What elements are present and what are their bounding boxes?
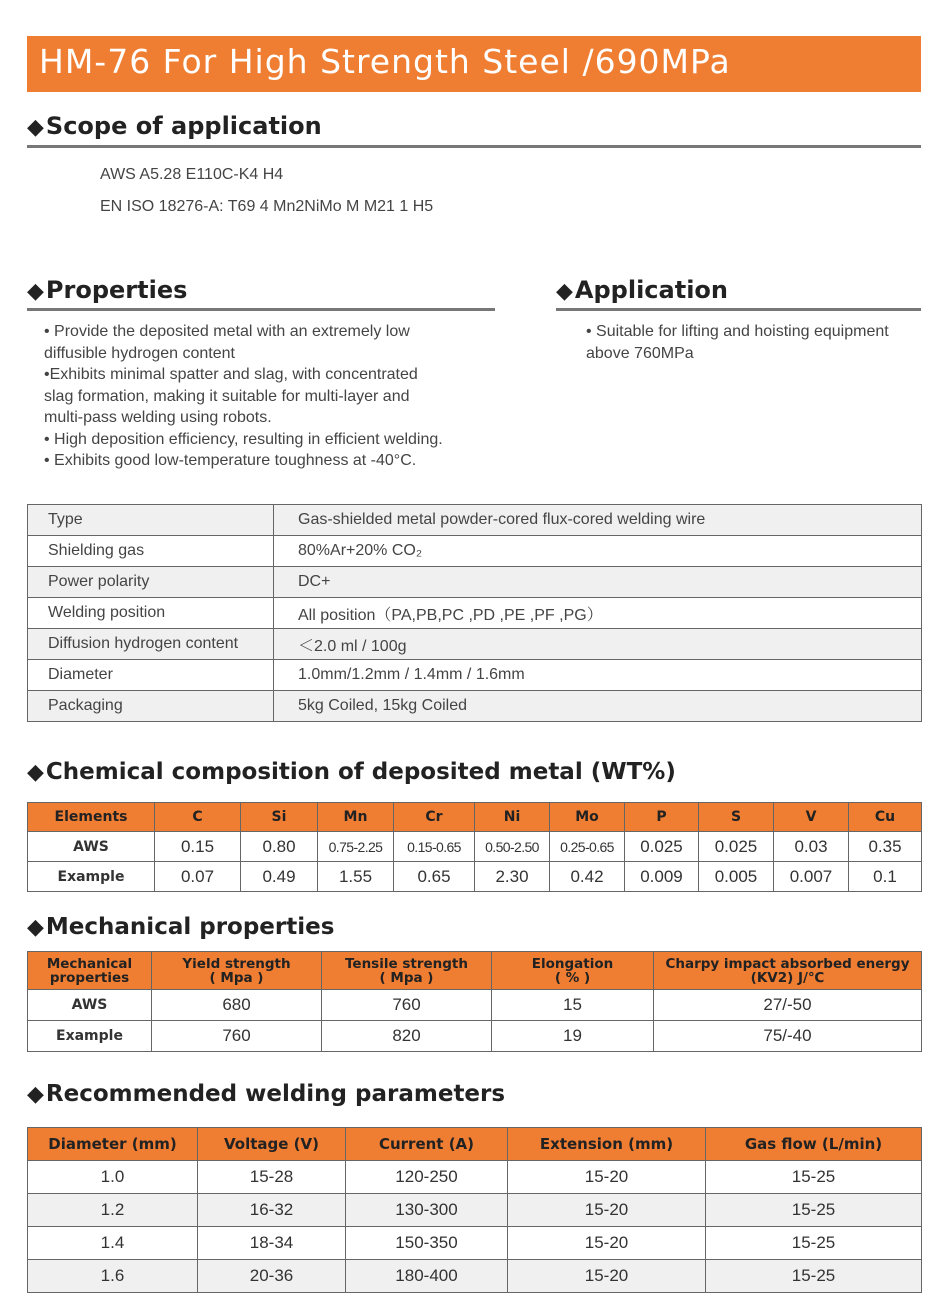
table-row — [28, 1021, 922, 1052]
column-header: V — [774, 803, 849, 832]
mechanical-table — [27, 951, 922, 1052]
table-row — [28, 691, 922, 722]
table-cell: 820 — [322, 1021, 492, 1052]
scope-line: EN ISO 18276-A: T69 4 Mn2NiMo M M21 1 H5 — [100, 198, 434, 215]
column-header — [152, 952, 322, 990]
page-title: HM-76 For High Strength Steel /690MPa — [39, 42, 731, 81]
table-cell: 0.07 — [155, 862, 241, 892]
spec-value: ＜2.0 ml / 100g — [274, 629, 922, 660]
table-cell: 15-20 — [508, 1194, 706, 1227]
spec-value: 80%Ar+20% CO₂ — [274, 536, 922, 567]
table-cell: 120-250 — [346, 1161, 508, 1194]
table-row — [28, 567, 922, 598]
diamond-icon: ◆ — [27, 915, 44, 940]
header-line: ( Mpa ) — [379, 969, 434, 986]
properties-line: •Exhibits minimal spatter and slag, with concentrated — [44, 366, 418, 383]
scope-divider — [27, 145, 921, 148]
table-cell: 680 — [152, 990, 322, 1021]
title-banner — [27, 36, 921, 92]
properties-heading-text: Properties — [45, 276, 188, 304]
column-header: Cr — [394, 803, 475, 832]
properties-list — [44, 321, 443, 472]
properties-line: • Provide the deposited metal with an extremely low — [44, 323, 410, 340]
spec-label: Type — [28, 505, 274, 536]
table-cell: 0.75-2.25 — [318, 832, 394, 862]
table-cell: 15-20 — [508, 1161, 706, 1194]
chemical-heading — [27, 759, 676, 785]
application-heading — [556, 276, 728, 304]
table-cell: 150-350 — [346, 1227, 508, 1260]
scope-line: AWS A5.28 E110C-K4 H4 — [100, 166, 284, 183]
column-header: C — [155, 803, 241, 832]
scope-heading — [27, 112, 322, 140]
chemical-table — [27, 802, 922, 892]
table-cell: 15-25 — [706, 1194, 922, 1227]
table-header-row — [28, 952, 922, 990]
table-header-row — [28, 803, 922, 832]
header-line: Mechanical — [46, 955, 133, 972]
table-cell: 1.55 — [318, 862, 394, 892]
table-cell: 0.025 — [625, 832, 699, 862]
table-cell: 15-20 — [508, 1260, 706, 1293]
table-cell: 0.15-0.65 — [394, 832, 475, 862]
row-label: AWS — [28, 990, 152, 1021]
column-header: Cu — [849, 803, 922, 832]
column-header: Current (A) — [346, 1128, 508, 1161]
mechanical-heading — [27, 914, 334, 940]
spec-value: DC+ — [274, 567, 922, 598]
column-header — [654, 952, 922, 990]
properties-heading — [27, 276, 187, 304]
welding-table — [27, 1127, 922, 1293]
table-cell: 1.4 — [28, 1227, 198, 1260]
column-header — [28, 952, 152, 990]
table-cell: 1.6 — [28, 1260, 198, 1293]
spec-label: Welding position — [28, 598, 274, 629]
properties-divider — [27, 308, 495, 311]
table-cell: 1.2 — [28, 1194, 198, 1227]
welding-heading-text: Recommended welding parameters — [45, 1081, 506, 1107]
table-header-row — [28, 1128, 922, 1161]
column-header — [492, 952, 654, 990]
column-header: Elements — [28, 803, 155, 832]
table-cell: 0.80 — [241, 832, 318, 862]
header-line: Tensile strength — [345, 955, 468, 972]
table-cell: 16-32 — [198, 1194, 346, 1227]
spec-label: Diameter — [28, 660, 274, 691]
table-row — [28, 862, 922, 892]
column-header: Ni — [475, 803, 550, 832]
table-cell: 0.25-0.65 — [550, 832, 625, 862]
table-row — [28, 660, 922, 691]
spec-label: Packaging — [28, 691, 274, 722]
application-divider — [556, 308, 921, 311]
table-cell: 0.35 — [849, 832, 922, 862]
table-cell: 0.009 — [625, 862, 699, 892]
table-cell: 15 — [492, 990, 654, 1021]
header-line: ( Mpa ) — [209, 969, 264, 986]
table-row — [28, 1227, 922, 1260]
table-cell: 0.15 — [155, 832, 241, 862]
table-cell: 15-25 — [706, 1161, 922, 1194]
table-cell: 180-400 — [346, 1260, 508, 1293]
table-row — [28, 1194, 922, 1227]
table-row — [28, 1161, 922, 1194]
table-cell: 0.005 — [699, 862, 774, 892]
application-list — [586, 321, 889, 364]
diamond-icon: ◆ — [27, 279, 44, 304]
header-line: Yield strength — [182, 955, 291, 972]
table-cell: 0.03 — [774, 832, 849, 862]
table-cell: 0.025 — [699, 832, 774, 862]
header-line: ( % ) — [554, 969, 591, 986]
spec-value: 5kg Coiled, 15kg Coiled — [274, 691, 922, 722]
diamond-icon: ◆ — [27, 760, 44, 785]
table-cell: 0.49 — [241, 862, 318, 892]
table-cell: 15-25 — [706, 1260, 922, 1293]
spec-value: 1.0mm/1.2mm / 1.4mm / 1.6mm — [274, 660, 922, 691]
spec-label: Diffusion hydrogen content — [28, 629, 274, 660]
column-header: S — [699, 803, 774, 832]
diamond-icon: ◆ — [27, 115, 44, 140]
spec-label: Power polarity — [28, 567, 274, 598]
table-row — [28, 505, 922, 536]
table-row — [28, 990, 922, 1021]
properties-line: • Exhibits good low-temperature toughness at -40°C. — [44, 452, 417, 469]
table-cell: 19 — [492, 1021, 654, 1052]
table-cell: 15-28 — [198, 1161, 346, 1194]
properties-line: diffusible hydrogen content — [44, 344, 235, 362]
application-line: above 760MPa — [586, 344, 694, 362]
diamond-icon: ◆ — [556, 279, 573, 304]
column-header: Mo — [550, 803, 625, 832]
row-label: Example — [28, 862, 155, 892]
table-cell: 0.42 — [550, 862, 625, 892]
column-header: Gas flow (L/min) — [706, 1128, 922, 1161]
row-label: Example — [28, 1021, 152, 1052]
table-cell: 0.50-2.50 — [475, 832, 550, 862]
properties-line: multi-pass welding using robots. — [44, 409, 272, 426]
table-cell: 15-25 — [706, 1227, 922, 1260]
column-header — [322, 952, 492, 990]
column-header: Mn — [318, 803, 394, 832]
table-cell: 15-20 — [508, 1227, 706, 1260]
table-cell: 0.007 — [774, 862, 849, 892]
table-row — [28, 832, 922, 862]
spec-label: Shielding gas — [28, 536, 274, 567]
column-header: Voltage (V) — [198, 1128, 346, 1161]
application-line: • Suitable for lifting and hoisting equipment — [586, 323, 889, 340]
scope-heading-text: Scope of application — [45, 112, 322, 140]
column-header: Si — [241, 803, 318, 832]
table-row — [28, 1260, 922, 1293]
properties-line: slag formation, making it suitable for multi-layer and — [44, 387, 410, 405]
table-cell: 130-300 — [346, 1194, 508, 1227]
chemical-heading-text: Chemical composition of deposited metal (WT%) — [45, 759, 676, 785]
welding-heading — [27, 1081, 505, 1107]
table-cell: 0.65 — [394, 862, 475, 892]
table-cell: 75/-40 — [654, 1021, 922, 1052]
spec-value: Gas-shielded metal powder-cored flux-cored welding wire — [274, 505, 922, 536]
column-header: Extension (mm) — [508, 1128, 706, 1161]
table-cell: 2.30 — [475, 862, 550, 892]
column-header: P — [625, 803, 699, 832]
column-header: Diameter (mm) — [28, 1128, 198, 1161]
table-row — [28, 598, 922, 629]
table-cell: 27/-50 — [654, 990, 922, 1021]
table-cell: 760 — [152, 1021, 322, 1052]
application-heading-text: Application — [574, 276, 729, 304]
table-row — [28, 629, 922, 660]
mechanical-heading-text: Mechanical properties — [45, 914, 335, 940]
header-line: (KV2) J/℃ — [750, 969, 825, 986]
table-cell: 18-34 — [198, 1227, 346, 1260]
header-line: properties — [49, 969, 130, 986]
spec-table — [27, 504, 922, 722]
table-row — [28, 536, 922, 567]
header-line: Elongation — [531, 955, 614, 972]
table-cell: 760 — [322, 990, 492, 1021]
spec-value: All position（PA,PB,PC ,PD ,PE ,PF ,PG） — [274, 598, 922, 629]
table-cell: 20-36 — [198, 1260, 346, 1293]
row-label: AWS — [28, 832, 155, 862]
diamond-icon: ◆ — [27, 1082, 44, 1107]
table-cell: 1.0 — [28, 1161, 198, 1194]
properties-line: • High deposition efficiency, resulting in efficient welding. — [44, 430, 443, 448]
table-cell: 0.1 — [849, 862, 922, 892]
header-line: Charpy impact absorbed energy — [665, 955, 910, 972]
